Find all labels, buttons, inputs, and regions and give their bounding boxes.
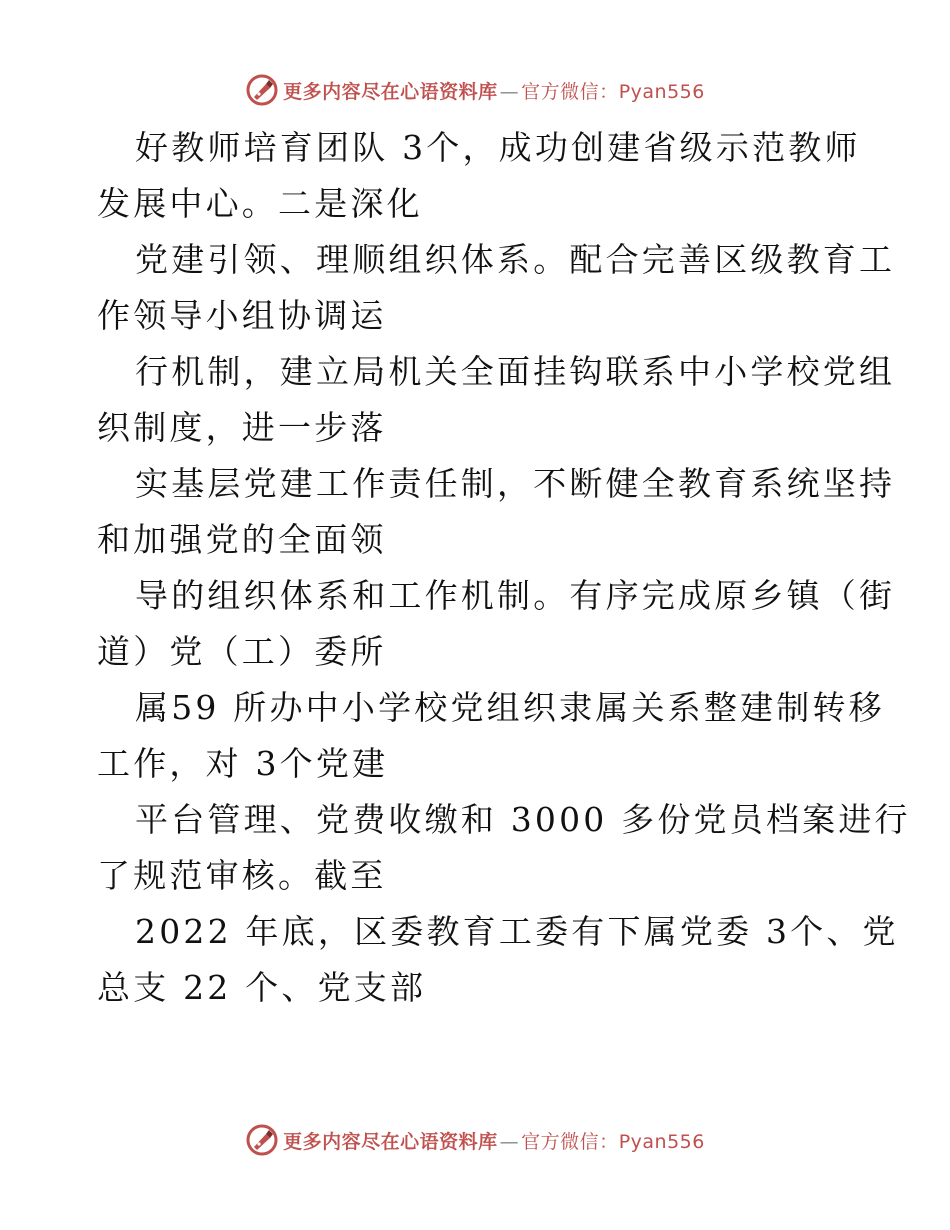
pen-logo-icon <box>245 73 279 107</box>
pen-logo-icon <box>245 1123 279 1157</box>
header-banner <box>0 70 950 110</box>
body-line: 织制度，进一步落 <box>97 408 387 447</box>
banner-wechat-id: Pyan556 <box>618 1130 705 1153</box>
body-line: 道）党（工）委所 <box>97 632 387 671</box>
body-line: 平台管理、党费收缴和 3000 多份党员档案进行 <box>135 800 911 839</box>
body-line: 和加强党的全面领 <box>97 520 387 559</box>
banner-text <box>283 77 705 104</box>
banner-slogan: 更多内容尽在心语资料库 <box>283 1130 498 1153</box>
body-line: 发展中心。二是深化 <box>97 184 423 223</box>
banner-text <box>283 1127 705 1154</box>
body-line: 好教师培育团队 3个，成功创建省级示范教师 <box>135 128 861 167</box>
body-line: 作领导小组协调运 <box>97 296 387 335</box>
body-line: 了规范审核。截至 <box>97 856 387 895</box>
body-line: 2022 年底，区委教育工委有下属党委 3个、党 <box>135 912 899 951</box>
body-line: 工作，对 3个党建 <box>97 744 389 783</box>
banner-wechat-label: 官方微信： <box>521 1130 619 1153</box>
footer-banner <box>0 1120 950 1160</box>
banner-wechat-label: 官方微信： <box>521 80 619 103</box>
banner-wechat-id: Pyan556 <box>618 80 705 103</box>
body-line: 属59 所办中小学校党组织隶属关系整建制转移 <box>135 688 885 727</box>
banner-slogan: 更多内容尽在心语资料库 <box>283 80 498 103</box>
body-line: 实基层党建工作责任制，不断健全教育系统坚持 <box>135 464 896 503</box>
body-line: 总支 22 个、党支部 <box>97 968 427 1007</box>
document-body <box>97 120 911 1016</box>
banner-dash: — <box>499 80 520 103</box>
body-line: 行机制，建立局机关全面挂钩联系中小学校党组 <box>135 352 896 391</box>
body-line: 党建引领、理顺组织体系。配合完善区级教育工 <box>135 240 896 279</box>
body-line: 导的组织体系和工作机制。有序完成原乡镇（街 <box>135 576 896 615</box>
banner-dash: — <box>499 1130 520 1153</box>
